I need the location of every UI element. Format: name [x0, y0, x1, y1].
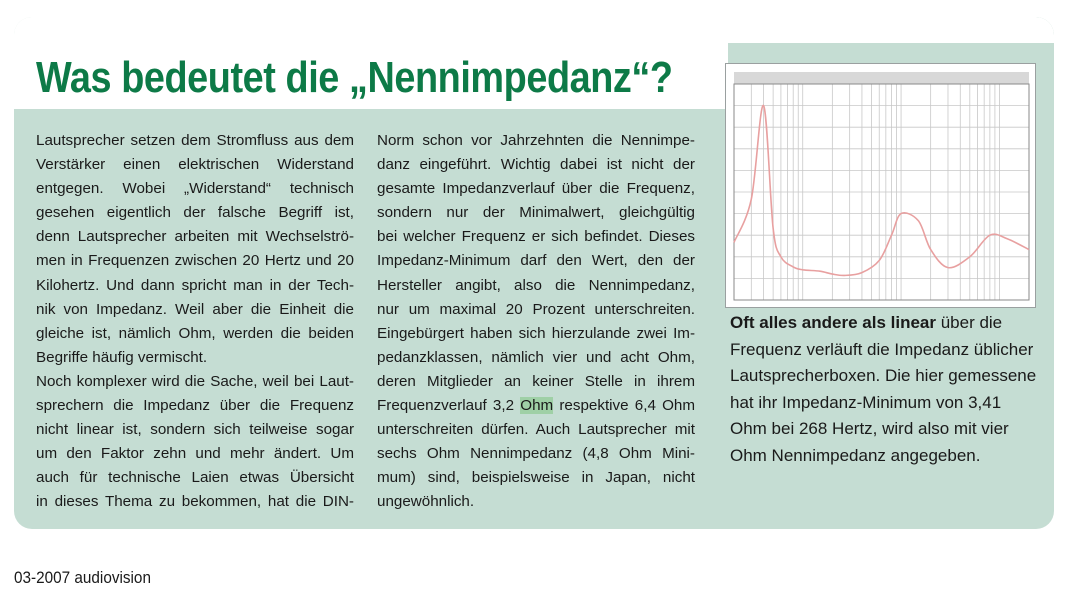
text-line: Lautsprecher setzen dem Stromfluss aus dem [36, 132, 354, 149]
text-line: gesamte Impedanzverlauf über die Frequenz, [377, 180, 695, 198]
caption-text: über die Frequenz verläuft die Impedanz üblicher Lautsprecherboxen. Die hier gemessene hat ihr Impedanz-Minimum von 3,41 Ohm bei 268 Hertz, wird also mit vier Ohm Nennimpedanz angegeben. [730, 313, 1037, 465]
highlighted-word[interactable]: Ohm [520, 397, 554, 415]
text-line: Norm schon vor Jahrzehnten die Nennimpe- [377, 132, 695, 149]
text-line: unterschreiten dürfen. Auch Lautsprecher mit [377, 421, 695, 439]
text-line: ungewöhnlich. [377, 493, 475, 511]
text-line: pedanzklassen, nämlich vier und acht Ohm, [377, 348, 695, 366]
article-box [14, 17, 1054, 529]
chart-background [726, 64, 1035, 307]
text-line: nik von Impedanz. Weil aber die Einheit die [36, 300, 354, 318]
chart-header-bar [734, 72, 1029, 84]
text-line: Eingebürgert haben sich hierzulande zwei Im- [377, 324, 695, 342]
page-footer: 03-2007 audiovision [14, 568, 151, 587]
article-title: Was bedeutet die „Nennimpedanz“? [36, 53, 673, 102]
text-line: Begriffe häufig vermischt. [36, 348, 208, 366]
text-line: nur um maximal 20 Prozent unterschreiten. [377, 300, 695, 318]
text-line: nicht linear ist, sondern sich teilweise sogar [36, 421, 354, 439]
text-line: gleiche ist, nämlich Ohm, werden die beiden [36, 324, 354, 342]
text-column-2 [377, 129, 695, 515]
text-line: sechs Ohm Nennimpedanz (4,8 Ohm Mini- [377, 445, 695, 463]
text-line: Verstärker einen elektrischen Widerstand [36, 156, 354, 174]
text-line: Hersteller angibt, also die Nennimpedanz, [377, 276, 695, 294]
text-line: men in Frequenzen zwischen 20 Hertz und 20 [36, 252, 354, 270]
text-line: bei welcher Frequenz er sich befindet. Dieses [377, 228, 695, 246]
impedance-chart-svg [726, 64, 1035, 307]
text-fragment: respektive 6,4 Ohm [553, 397, 695, 415]
text-line: sprechern die Impedanz über die Frequenz [36, 397, 354, 415]
text-line: auch für technische Laien etwas Übersicht [36, 469, 354, 487]
text-line: denn Lautsprecher arbeiten mit Wechselströ- [36, 228, 354, 246]
text-line: Noch komplexer wird die Sache, weil bei Laut- [36, 372, 354, 390]
text-line-with-highlight [377, 394, 695, 418]
figure-caption [730, 310, 1040, 469]
text-line: deren Mitglieder an keiner Stelle in ihrem [377, 372, 695, 390]
impedance-chart [725, 63, 1036, 308]
text-line: danz eingeführt. Wichtig dabei ist nicht der [377, 156, 695, 174]
text-line: um den Faktor zehn und mehr ändert. Um [36, 445, 354, 463]
text-line: in dieses Thema zu bekommen, hat die DIN- [36, 493, 354, 511]
text-line: sondern nur der Minimalwert, gleichgültig [377, 204, 695, 222]
text-line: Impedanz-Minimum darf den Wert, den der [377, 252, 695, 270]
text-line: Kilohertz. Und dann spricht man in der Tech- [36, 276, 354, 294]
text-line: entgegen. Wobei „Widerstand“ technisch [36, 180, 354, 198]
text-line: mum) sind, beispielsweise in Japan, nicht [377, 469, 695, 487]
text-fragment: Frequenzverlauf 3,2 [377, 397, 521, 415]
text-column-1 [36, 129, 354, 515]
text-line: gesehen eigentlich der falsche Begriff ist, [36, 204, 354, 222]
caption-bold: Oft alles andere als linear [730, 313, 936, 332]
